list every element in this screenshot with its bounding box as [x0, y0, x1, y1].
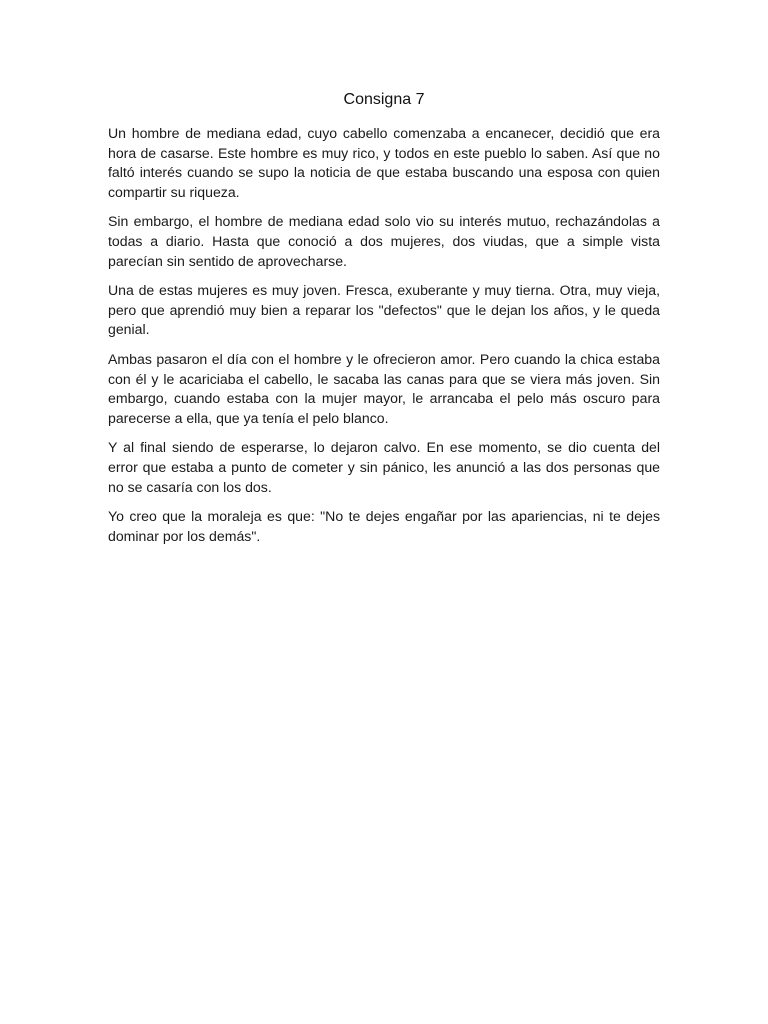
paragraph-3: Una de estas mujeres es muy joven. Fresca, exuberante y muy tierna. Otra, muy vieja, pero que aprendió muy bien a reparar los "defectos" que le dejan los años, y le queda genial. — [108, 282, 660, 338]
paragraph-5: Y al final siendo de esperarse, lo dejaron calvo. En ese momento, se dio cuenta del error que estaba a punto de cometer y sin pánico, les anunció a las dos personas que no se casaría con los dos. — [108, 439, 660, 495]
document-page — [108, 90, 660, 556]
document-title: Consigna 7 — [343, 91, 425, 108]
paragraph-4: Ambas pasaron el día con el hombre y le ofrecieron amor. Pero cuando la chica estaba con él y le acariciaba el cabello, le sacaba las canas para que se viera más joven. Sin embargo, cuando estaba con la mujer mayor, le arrancaba el pelo más oscuro para parecerse a ella, que ya tenía el pelo blanco. — [108, 350, 660, 426]
paragraph-1: Un hombre de mediana edad, cuyo cabello comenzaba a encanecer, decidió que era hora de casarse. Este hombre es muy rico, y todos en este pueblo lo saben. Así que no faltó interés cuando se supo la noticia de que estaba buscando una esposa con quien compartir su riqueza. — [108, 125, 660, 200]
paragraph-2: Sin embargo, el hombre de mediana edad solo vio su interés mutuo, rechazándolas a todas a diario. Hasta que conoció a dos mujeres, dos viudas, que a simple vista parecían sin sentido de aprovecharse. — [108, 213, 660, 269]
paragraph-6: Yo creo que la moraleja es que: "No te dejes engañar por las apariencias, ni te dejes dominar por los demás". — [108, 508, 660, 544]
